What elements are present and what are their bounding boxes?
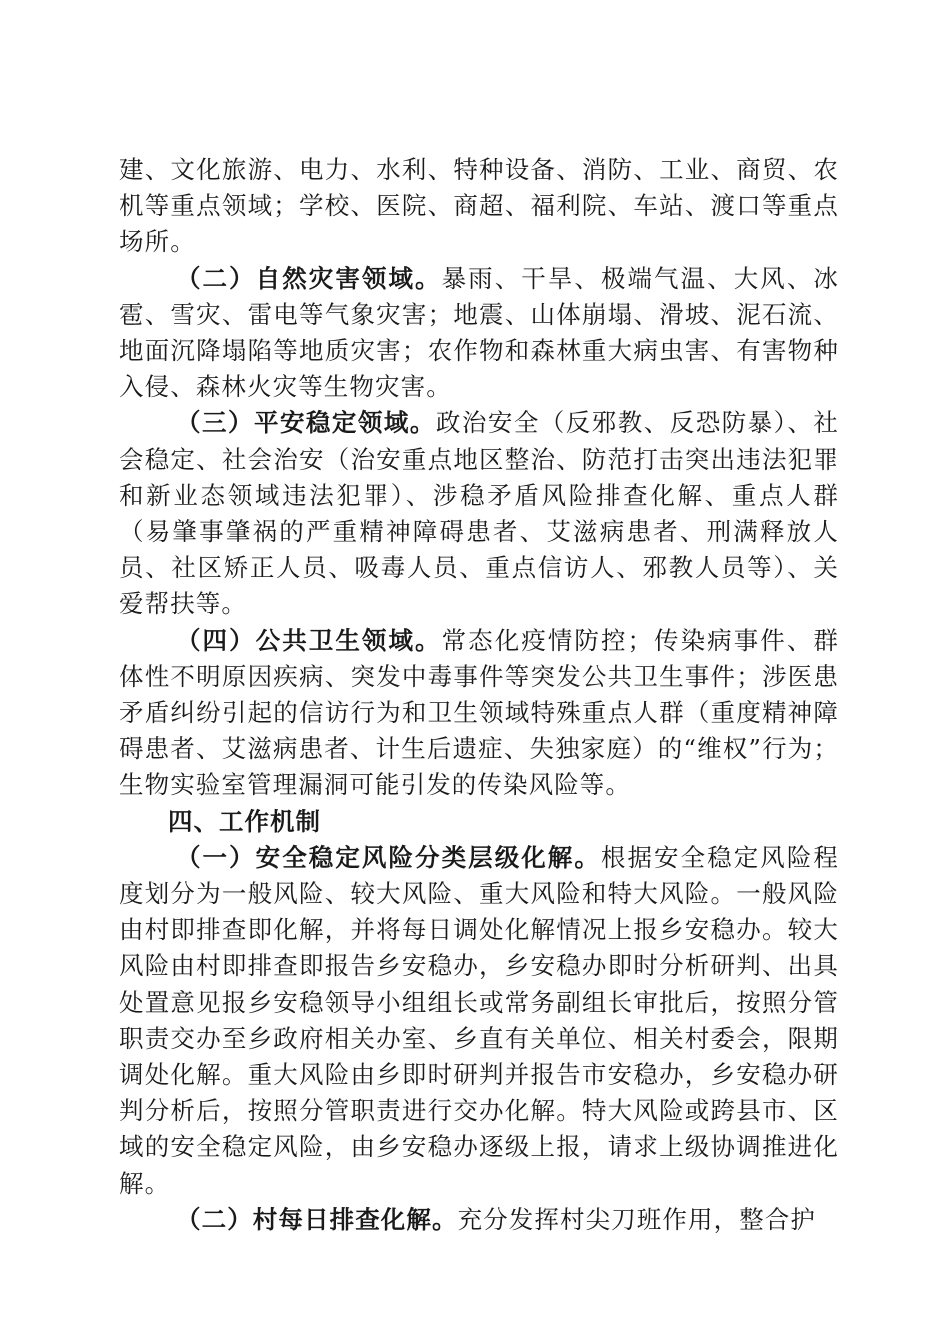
paragraph-lead: （三）平安稳定领域。 (176, 408, 436, 438)
paragraph-lead: （二）村每日排查化解。 (176, 1204, 458, 1234)
paragraph-lead: （一）安全稳定风险分类层级化解。 (176, 842, 601, 872)
section-heading: 四、工作机制 (168, 806, 321, 836)
paragraph-text: 政治安全（反邪教、反恐防暴）、社会稳定、社会治安（治安重点地区整治、防范打击突出违法犯罪和新业态领域违法犯罪）、涉稳矛盾风险排查化解、重点人群（易肇事肇祸的严重精神障碍患者、艾滋病患者、刑满释放人员、社区矫正人员、吸毒人员、重点信访人、邪教人员等）、关爱帮扶等。 (119, 408, 839, 619)
document-body (119, 152, 839, 1238)
paragraph-public-safety (119, 405, 839, 622)
paragraph-key-areas (119, 152, 839, 261)
paragraph-text: 建、文化旅游、电力、水利、特种设备、消防、工业、商贸、农机等重点领域；学校、医院、商超、福利院、车站、渡口等重点场所。 (119, 155, 839, 257)
paragraph-village-daily-check (119, 1202, 839, 1238)
paragraph-text: 根据安全稳定风险程度划分为一般风险、较大风险、重大风险和特大风险。一般风险由村即排查即化解，并将每日调处化解情况上报乡安稳办。较大风险由村即排查即报告乡安稳办，乡安稳办即时分析研判、出具处置意见报乡安稳领导小组组长或常务副组长审批后，按照分管职责交办至乡政府相关办室、乡直有关单位、相关村委会，限期调处化解。重大风险由乡即时研判并报告市安稳办，乡安稳办研判分析后，按照分管职责进行交办化解。特大风险或跨县市、区域的安全稳定风险，由乡安稳办逐级上报，请求上级协调推进化解。 (119, 842, 839, 1198)
paragraph-natural-disaster (119, 261, 839, 406)
paragraph-lead: （四）公共卫生领域。 (176, 625, 442, 655)
paragraph-lead: （二）自然灾害领域。 (176, 263, 442, 293)
paragraph-text: 充分发挥村尖刀班作用，整合护 (457, 1204, 817, 1234)
paragraph-risk-resolution (119, 840, 839, 1202)
paragraph-text: 常态化疫情防控；传染病事件、群体性不明原因疾病、突发中毒事件等突发公共卫生事件；涉医患矛盾纠纷引起的信访行为和卫生领域特殊重点人群（重度精神障碍患者、艾滋病患者、计生后遗症、失独家庭）的“维权”行为；生物实验室管理漏洞可能引发的传染风险等。 (119, 625, 840, 800)
paragraph-text: 暴雨、干旱、极端气温、大风、冰雹、雪灾、雷电等气象灾害；地震、山体崩塌、滑坡、泥石流、地面沉降塌陷等地质灾害；农作物和森林重大病虫害、有害物种入侵、森林火灾等生物灾害。 (119, 263, 840, 402)
paragraph-public-health (119, 623, 839, 804)
